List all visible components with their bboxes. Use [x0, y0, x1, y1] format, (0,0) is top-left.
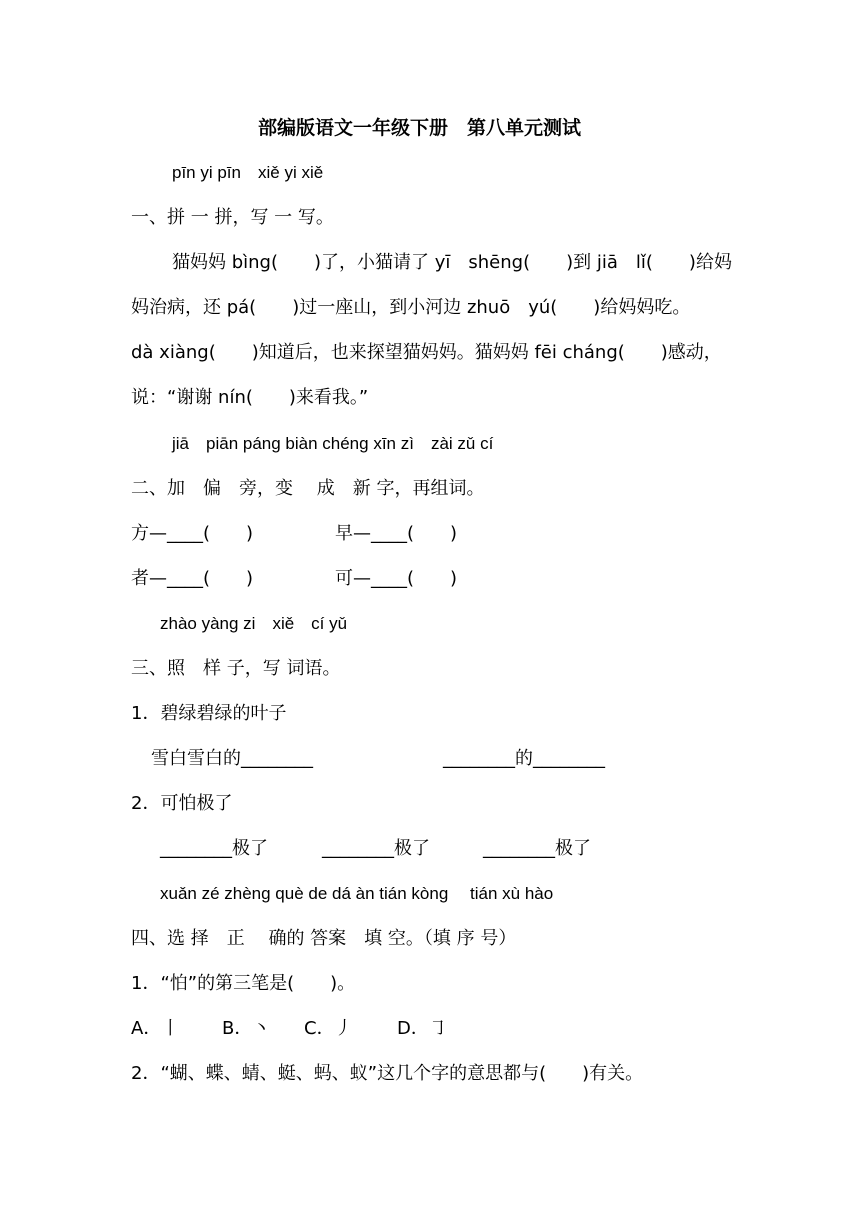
section2-row1-left: 方—____( )	[131, 523, 254, 544]
section1-pinyin: pīn yi pīn xiě yi xiě	[172, 163, 324, 182]
section3-heading: 三、照 样 子，写 词语。	[131, 658, 341, 679]
section3-question2-blank-a: ________极了	[160, 838, 268, 859]
section4-question1-option-c: C．丿	[304, 1018, 353, 1039]
section4-question2: 2．“蝴、蝶、蜻、蜓、蚂、蚁”这几个字的意思都与( )有关。	[131, 1063, 644, 1084]
section3-pinyin: zhào yàng zi xiě cí yǔ	[160, 614, 348, 633]
section1-paragraph-line3: dà xiàng( )知道后，也来探望猫妈妈。猫妈妈 fēi cháng( )感动，	[131, 342, 722, 363]
section2-row1-right: 早—____( )	[335, 523, 458, 544]
section1-heading: 一、拼 一 拼，写 一 写。	[131, 207, 334, 228]
section2-pinyin: jiā piān páng biàn chéng xīn zì zài zǔ cí	[172, 434, 494, 453]
section3-question1-blank-right: ________的________	[443, 748, 605, 769]
section4-question1-option-b: B．丶	[222, 1018, 271, 1039]
section3-question2-blank-c: ________极了	[483, 838, 591, 859]
section4-question1-option-d: D．㇆	[397, 1018, 447, 1039]
section3-question2: 2．可怕极了	[131, 793, 233, 814]
section1-paragraph-line2: 妈治病，还 pá( )过一座山，到小河边 zhuō yú( )给妈妈吃。	[131, 297, 691, 318]
section3-question1: 1．碧绿碧绿的叶子	[131, 703, 287, 724]
page-title: 部编版语文一年级下册 第八单元测试	[258, 117, 582, 139]
section3-question1-blank-left: 雪白雪白的________	[151, 748, 313, 769]
section1-paragraph-line1: 猫妈妈 bìng( )了，小猫请了 yī shēng( )到 jiā lǐ( )给妈	[172, 252, 732, 273]
section2-row2-right: 可—____( )	[335, 568, 458, 589]
section2-row2-left: 者—____( )	[131, 568, 254, 589]
section4-question1-option-a: A．丨	[131, 1018, 180, 1039]
section4-pinyin: xuǎn zé zhèng què de dá àn tián kòng tián xù hào	[160, 884, 554, 903]
section2-heading: 二、加 偏 旁，变 成 新 字，再组词。	[131, 478, 485, 499]
section4-heading: 四、选 择 正 确的 答案 填 空。（填 序 号）	[131, 928, 517, 949]
section4-question1: 1．“怕”的第三笔是( )。	[131, 973, 356, 994]
section1-paragraph-line4: 说：“谢谢 nín( )来看我。”	[131, 387, 369, 408]
section3-question2-blank-b: ________极了	[322, 838, 430, 859]
